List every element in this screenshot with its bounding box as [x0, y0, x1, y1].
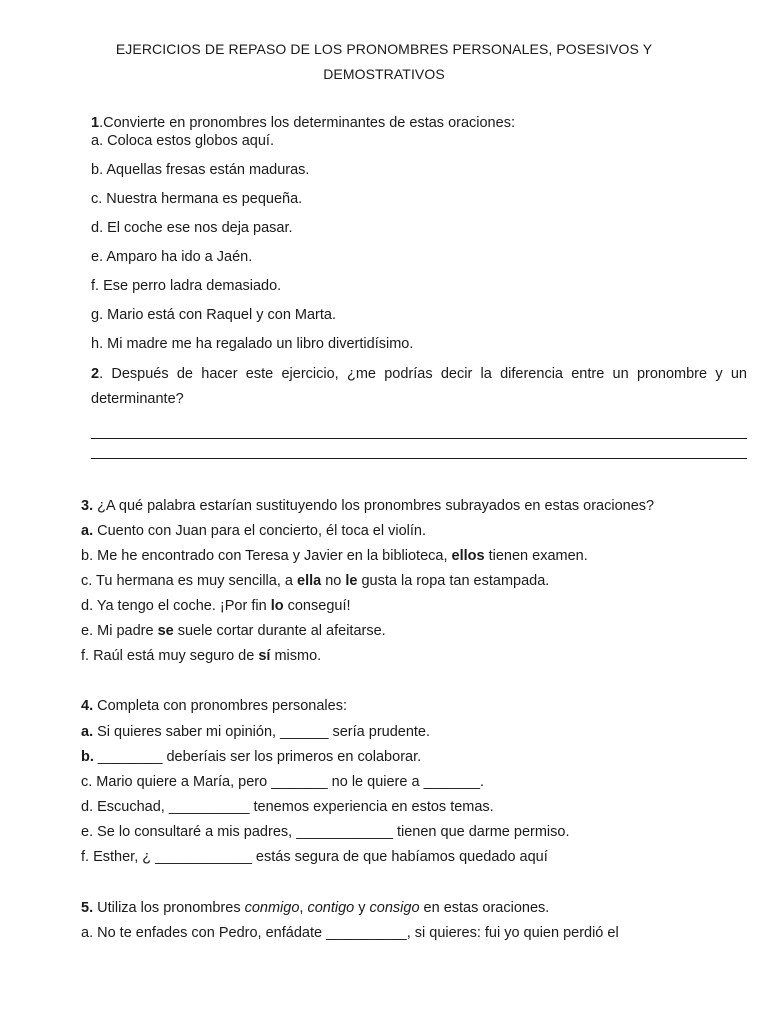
exercise-3-item-c-pronoun-2: le [345, 573, 358, 589]
exercise-3-heading [81, 498, 654, 514]
exercise-1-item-a: a. Coloca estos globos aquí. [91, 133, 274, 149]
exercise-3-item-a [81, 523, 426, 539]
exercise-4-item-b [81, 749, 421, 765]
exercise-3-item-b-text-end: tienen examen. [484, 548, 588, 564]
exercise-2-question-line-2: determinante? [91, 391, 184, 407]
exercise-1-item-d: d. El coche ese nos deja pasar. [91, 220, 293, 236]
exercise-3-item-d-text-end: conseguí! [283, 598, 351, 614]
exercise-3-item-e-pronoun: se [157, 623, 174, 639]
exercise-4-heading [81, 698, 347, 714]
exercise-1-item-h: h. Mi madre me ha regalado un libro divertidísimo. [91, 336, 414, 352]
answer-line-1 [91, 438, 747, 439]
exercise-3-item-c-pronoun-1: ella [297, 573, 322, 589]
exercise-1-item-b: b. Aquellas fresas están maduras. [91, 162, 310, 178]
exercise-4-item-b-letter: b. [81, 749, 94, 765]
title-line-2: DEMOSTRATIVOS [323, 66, 445, 82]
exercise-4-item-a [81, 724, 430, 740]
title-line-1: EJERCICIOS DE REPASO DE LOS PRONOMBRES PERSONALES, POSESIVOS Y [115, 41, 653, 57]
exercise-3-item-c-text: c. Tu hermana es muy sencilla, a [81, 573, 297, 589]
exercise-3-item-e [81, 623, 386, 639]
exercise-5-word-consigo: consigo [369, 900, 420, 916]
exercise-3-item-b [81, 548, 588, 564]
exercise-3-item-e-text-end: suele cortar durante al afeitarse. [173, 623, 386, 639]
exercise-3-item-d-pronoun: lo [270, 598, 284, 614]
exercise-5-heading [81, 900, 549, 916]
exercise-3-item-c-text-end: gusta la ropa tan estampada. [357, 573, 550, 589]
exercise-1-number: 1 [91, 115, 100, 131]
exercise-4-item-c: c. Mario quiere a María, pero _______ no le quiere a _______. [81, 774, 485, 790]
exercise-3-item-b-pronoun: ellos [451, 548, 485, 564]
exercise-3-item-e-text: e. Mi padre [81, 623, 158, 639]
exercise-3-item-f [81, 648, 321, 664]
exercise-4-item-a-letter: a. [81, 724, 94, 740]
exercise-1-heading-text: .Convierte en pronombres los determinantes de estas oraciones: [99, 115, 515, 131]
exercise-1-item-f: f. Ese perro ladra demasiado. [91, 278, 282, 294]
exercise-3-item-f-pronoun: sí [258, 648, 271, 664]
answer-line-2 [91, 458, 747, 459]
exercise-1-item-g: g. Mario está con Raquel y con Marta. [91, 307, 337, 323]
exercise-3-item-f-text-end: mismo. [270, 648, 322, 664]
exercise-4-item-f: f. Esther, ¿ ____________ estás segura de que habíamos quedado aquí [81, 849, 548, 865]
exercise-4-heading-text: Completa con pronombres personales: [93, 698, 347, 714]
exercise-5-word-contigo: contigo [307, 900, 355, 916]
exercise-1-item-c: c. Nuestra hermana es pequeña. [91, 191, 303, 207]
exercise-5-heading-text-end: en estas oraciones. [419, 900, 550, 916]
exercise-5-separator-2: y [354, 900, 370, 916]
exercise-5-word-conmigo: conmigo [244, 900, 300, 916]
exercise-3-item-b-text: b. Me he encontrado con Teresa y Javier en la biblioteca, [81, 548, 452, 564]
exercise-1-heading [91, 115, 515, 131]
exercise-3-heading-text: ¿A qué palabra estarían sustituyendo los pronombres subrayados en estas oraciones? [93, 498, 655, 514]
exercise-3-item-c [81, 573, 549, 589]
exercise-4-item-e: e. Se lo consultaré a mis padres, ____________ tienen que darme permiso. [81, 824, 570, 840]
exercise-4-item-b-text: ________ deberíais ser los primeros en colaborar. [93, 749, 422, 765]
exercise-3-item-a-text: Cuento con Juan para el concierto, él toca el violín. [93, 523, 426, 539]
exercise-3-item-a-letter: a. [81, 523, 94, 539]
exercise-1-item-e: e. Amparo ha ido a Jaén. [91, 249, 253, 265]
exercise-3-item-d [81, 598, 351, 614]
exercise-3-item-c-text-mid: no [321, 573, 346, 589]
exercise-3-item-f-text: f. Raúl está muy seguro de [81, 648, 259, 664]
exercise-4-number: 4. [81, 698, 94, 714]
exercise-5-item-a: a. No te enfades con Pedro, enfádate __________, si quieres: fui yo quien perdió el [81, 925, 619, 941]
exercise-4-item-d: d. Escuchad, __________ tenemos experiencia en estos temas. [81, 799, 494, 815]
exercise-5-number: 5. [81, 900, 94, 916]
exercise-5-heading-text: Utiliza los pronombres [93, 900, 245, 916]
exercise-2-question-line-1 [91, 366, 747, 382]
exercise-5-separator-1: , [299, 900, 308, 916]
exercise-3-item-d-text: d. Ya tengo el coche. ¡Por fin [81, 598, 271, 614]
exercise-4-item-a-text: Si quieres saber mi opinión, ______ sería prudente. [93, 724, 431, 740]
exercise-2-question-text: . Después de hacer este ejercicio, ¿me podrías decir la diferencia entre un pronombre y un [99, 366, 747, 382]
exercise-3-number: 3. [81, 498, 94, 514]
exercise-2-number: 2 [91, 366, 100, 382]
